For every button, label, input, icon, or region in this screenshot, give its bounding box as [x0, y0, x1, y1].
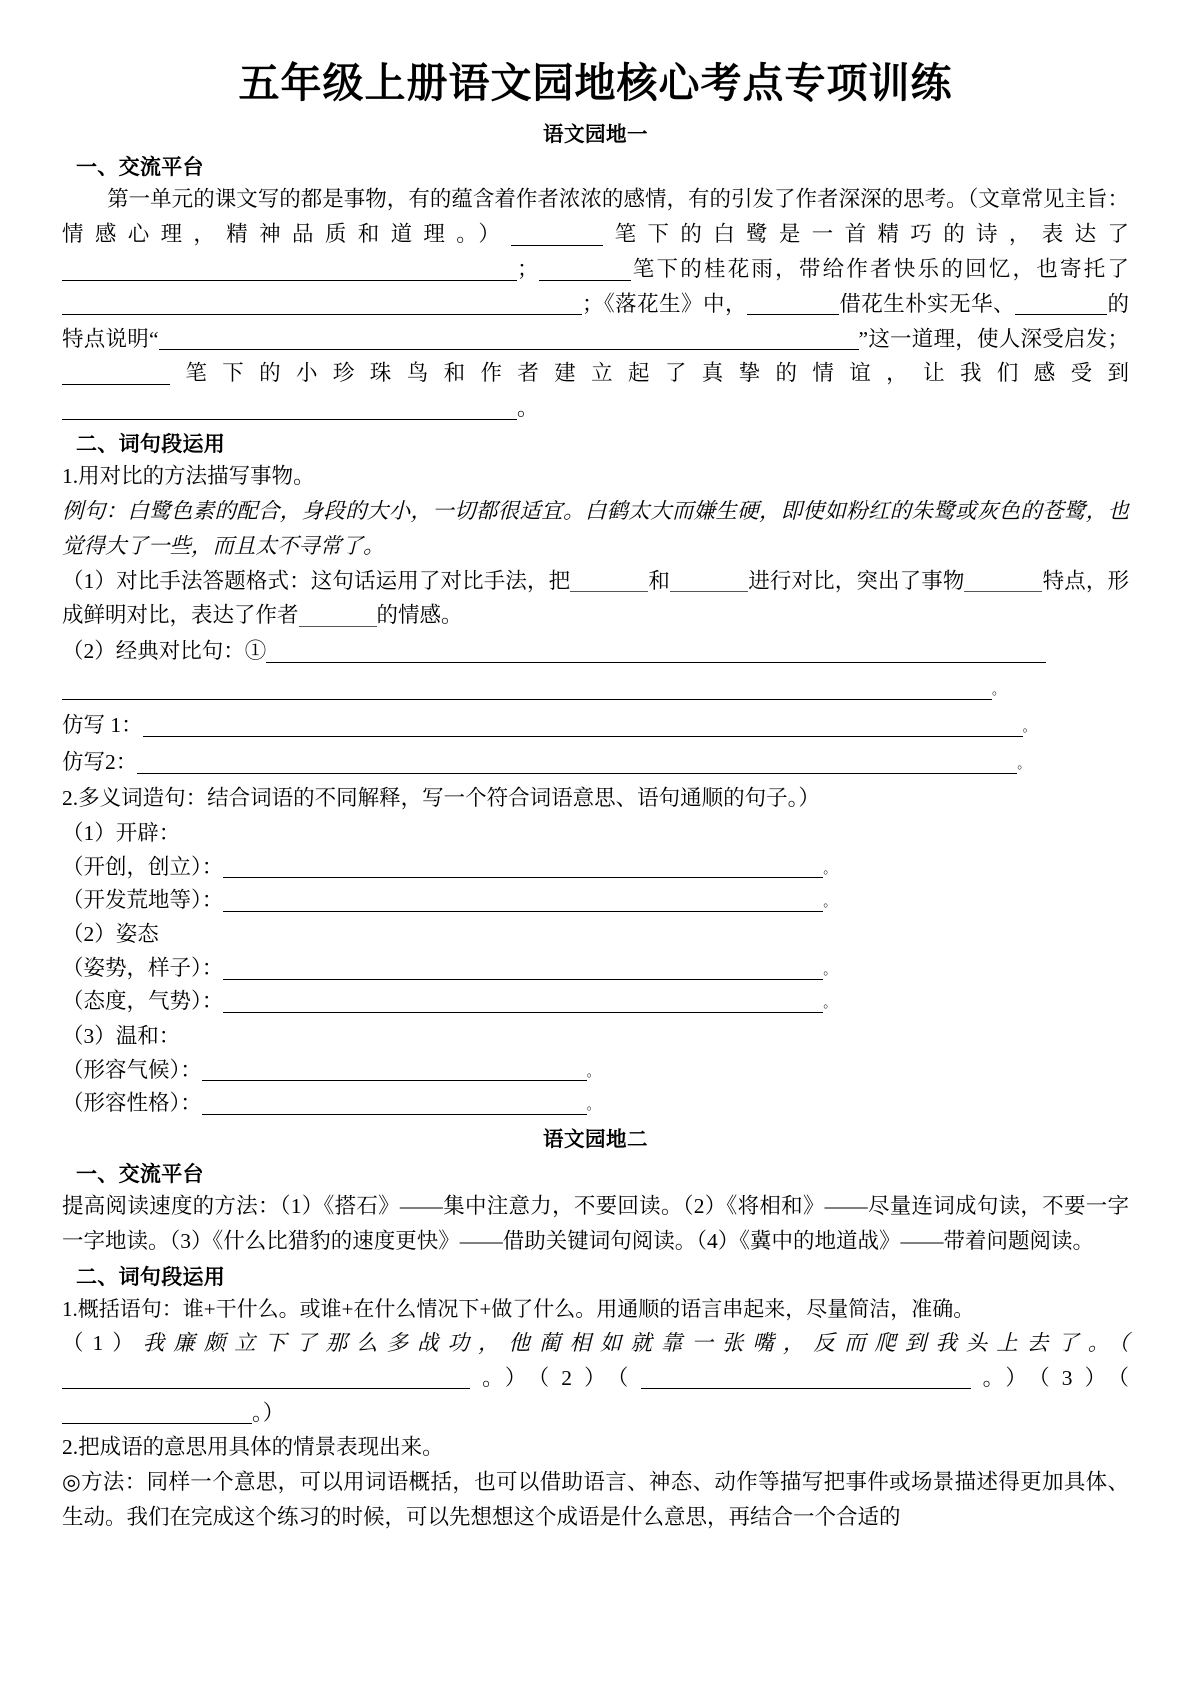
blank-compare-b[interactable] — [670, 569, 748, 593]
blank-word-sense-1-1[interactable] — [223, 855, 823, 879]
jiaoliu-paragraph-1 — [62, 182, 1129, 426]
blank-classic-sentence-line1[interactable] — [266, 639, 1046, 663]
jiaoliu-text-part6: 借花生朴实无华、 — [838, 291, 1016, 316]
blank-word-sense-1-2[interactable] — [223, 888, 823, 912]
subsection-heading-jiaoliu-2: 一、交流平台 — [76, 1162, 204, 1187]
q1-text-part5: 的情感。 — [376, 603, 463, 628]
reading-methods-paragraph: 提高阅读速度的方法：（1）《搭石》——集中注意力，不要回读。（2）《将相和》——尽量连词成句读，不要一字一字地读。（3）《什么比猎豹的速度更快》——借助关键词句阅读。（4）《冀中的地道战》——带着问题阅读。 — [62, 1194, 1129, 1254]
q2-label: （2）经典对比句：① — [62, 639, 267, 664]
sentence3-suffix: 。） — [252, 1400, 285, 1425]
word-sense-label: （形容气候）： — [62, 1057, 202, 1082]
word-sense-period: 。 — [823, 995, 837, 1011]
example-text: 白鹭色素的配合，身段的大小，一切都很适宜。白鹤太大而嫌生硬，即使如粉红的朱鹭或灰色的苍鹭，也觉得大了一些，而且太不寻常了。 — [62, 498, 1129, 558]
blank-author-1[interactable] — [511, 222, 603, 246]
blank-summary-1[interactable] — [62, 1366, 392, 1390]
word-sense-period: 。 — [823, 962, 837, 978]
word-group-title-1: （1）开辟： — [62, 820, 181, 845]
method-text: 同样一个意思，可以用词语概括，也可以借助语言、神态、动作等描写把事件或场景描述得更加具体、生动。我们在完成这个练习的时候，可以先想想这个成语是什么意思，再结合一个合适的 — [62, 1470, 1129, 1530]
summary-exercise-title: 1.概括语句：谁+干什么。或谁+在什么情况下+做了什么。用通顺的语言串起来，尽量简洁，准确。 — [62, 1296, 975, 1321]
jiaoliu-text-part1: 第一单元的课文写的都是事物，有的蕴含着作者浓浓的感情，有的引发了作者深深的思考。（文章常见主旨：情感心理，精神品质和道理。） — [62, 187, 1129, 247]
idiom-exercise-title: 2.把成语的意思用具体的情景表现出来。 — [62, 1435, 444, 1460]
sentence1-prefix: （1） — [62, 1330, 143, 1355]
blank-author-4[interactable] — [62, 362, 170, 386]
blank-word-sense-2-2[interactable] — [223, 990, 823, 1014]
word-group-title-2: （2）姿态 — [62, 922, 159, 947]
jiaoliu-text-end: 。 — [517, 396, 539, 421]
q1-text-part2: 和 — [648, 568, 671, 593]
blank-feature[interactable] — [964, 569, 1042, 593]
word-sense-label: （开发荒地等）： — [62, 888, 224, 913]
example-label: 例句： — [62, 498, 128, 523]
blank-summary-3[interactable] — [62, 1401, 252, 1425]
subsection-heading-jiaoliu-1: 一、交流平台 — [76, 155, 204, 180]
word-sense-label: （态度，气势）： — [62, 989, 224, 1014]
idiom-method-paragraph — [62, 1465, 1129, 1535]
blank-imitate-1[interactable] — [143, 713, 1023, 737]
jiaoliu-text-part8: ”这一道理，使人深受启发； — [858, 326, 1130, 351]
sentence2-suffix: 。） — [970, 1365, 1039, 1390]
sentence2-label: （2）（ — [538, 1365, 641, 1390]
blank-principle[interactable] — [159, 327, 859, 351]
subsection-heading-cijuduan-2: 二、词句段运用 — [76, 1264, 226, 1289]
jiaoliu-text-part5: ；《落花生》中， — [582, 291, 747, 316]
word-sense-label: （姿势，样子）： — [62, 956, 224, 981]
word-sense-period: 。 — [586, 1063, 600, 1079]
q2-end-mark: 。 — [992, 682, 1006, 698]
summary-exercise-body — [62, 1326, 1129, 1430]
imitate-1-period: 。 — [1022, 719, 1036, 735]
q1-text-part3: 进行对比，突出了事物 — [748, 568, 965, 593]
blank-author-3[interactable] — [747, 292, 839, 316]
word-sense-row-2-2 — [62, 985, 1129, 1018]
blank-summary-1-cont[interactable] — [392, 1366, 470, 1390]
subsection-heading-cijuduan-1: 二、词句段运用 — [76, 432, 226, 457]
imitate-1-label: 仿写 1： — [62, 713, 143, 738]
imitate-row-1 — [62, 707, 1129, 744]
unit-heading-1: 语文园地一 — [543, 122, 648, 147]
jiaoliu-text-part3: ； — [517, 256, 539, 281]
q1-text-part4: 特点，形成鲜明对比，表达了作者 — [62, 568, 1129, 628]
blank-feeling-2[interactable] — [62, 292, 582, 316]
blank-word-sense-3-2[interactable] — [202, 1091, 587, 1115]
imitate-2-label: 仿写2： — [62, 750, 138, 775]
jiaoliu-text-part9: 笔下的小珍珠鸟和作者建立起了真挚的情谊，让我们感受到 — [170, 361, 1129, 386]
imitate-2-period: 。 — [1017, 756, 1031, 772]
exercise-1-q2 — [62, 633, 1129, 670]
method-label: ◎方法： — [62, 1470, 147, 1495]
word-sense-row-2-1 — [62, 952, 1129, 985]
example-sentence — [62, 494, 1129, 564]
unit-heading-2: 语文园地二 — [543, 1127, 648, 1152]
sentence3-label: （3）（ — [1038, 1365, 1129, 1390]
exercise-2-title: 2.多义词造句：结合词语的不同解释，写一个符合词语意思、语句通顺的句子。） — [62, 786, 820, 811]
blank-emotion[interactable] — [299, 604, 377, 628]
sentence1-text: 我廉颇立下了那么多战功，他蔺相如就靠一张嘴，反而爬到我头上去了。（ — [142, 1330, 1129, 1355]
word-sense-period: 。 — [823, 894, 837, 909]
sentence1-suffix: 。） — [470, 1365, 539, 1390]
word-sense-row-1-1 — [62, 851, 1129, 884]
word-sense-row-1-2 — [62, 884, 1129, 917]
exercise-1-q1 — [62, 564, 1129, 634]
blank-word-sense-3-1[interactable] — [202, 1058, 587, 1082]
jiaoliu-text-part2: 笔下的白鹭是一首精巧的诗，表达了 — [603, 222, 1129, 247]
word-group-title-3: （3）温和： — [62, 1023, 181, 1048]
blank-summary-2[interactable] — [641, 1366, 971, 1390]
page-title: 五年级上册语文园地核心考点专项训练 — [238, 59, 953, 107]
q1-text-part1: （1）对比手法答题格式：这句话运用了对比手法，把 — [62, 568, 571, 593]
blank-trait-1[interactable] — [1015, 292, 1107, 316]
jiaoliu-text-part4: 笔下的桂花雨，带给作者快乐的回忆，也寄托了 — [630, 256, 1129, 281]
word-sense-period: 。 — [823, 860, 837, 876]
blank-author-2[interactable] — [539, 257, 631, 281]
word-sense-row-3-1 — [62, 1054, 1129, 1087]
blank-word-sense-2-1[interactable] — [223, 956, 823, 980]
blank-compare-a[interactable] — [570, 569, 648, 593]
blank-imitate-2[interactable] — [137, 750, 1017, 774]
exercise-1-title: 1.用对比的方法描写事物。 — [62, 464, 315, 489]
word-sense-row-3-2 — [62, 1087, 1129, 1120]
word-sense-label: （形容性格）： — [62, 1090, 202, 1115]
blank-classic-sentence-line2[interactable] — [62, 676, 992, 700]
word-sense-label: （开创，创立）： — [62, 854, 224, 879]
jiaoliu-text-part7: 的特点说明“ — [62, 291, 1129, 351]
word-sense-period: 。 — [586, 1096, 600, 1112]
exercise-1-q2-cont — [62, 670, 1129, 707]
blank-feeling-1[interactable] — [62, 257, 517, 281]
imitate-row-2 — [62, 744, 1129, 781]
blank-feeling-3[interactable] — [62, 396, 517, 420]
